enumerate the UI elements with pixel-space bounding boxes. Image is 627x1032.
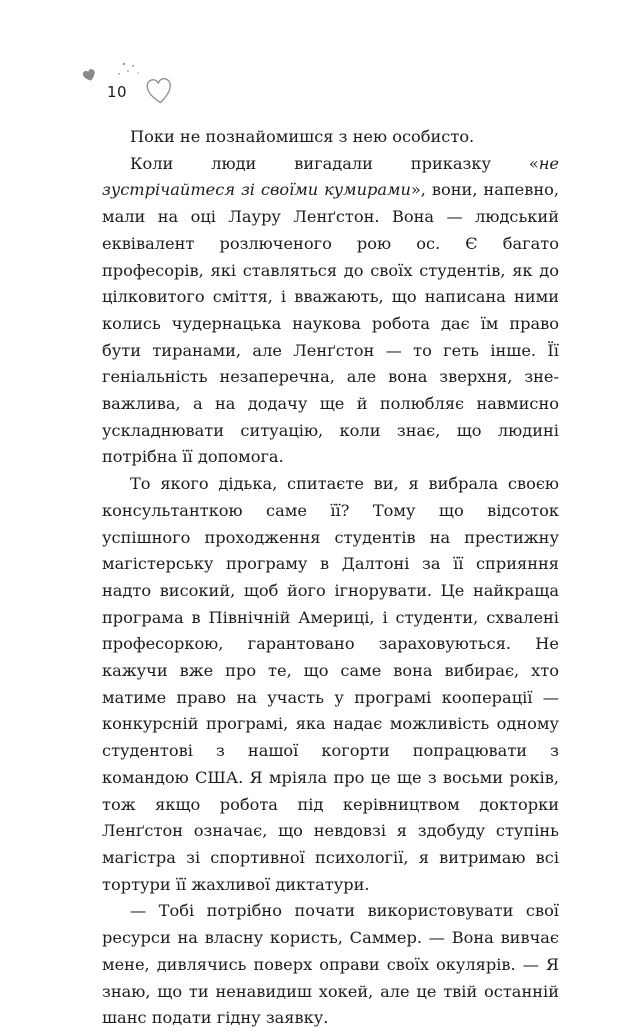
paragraph-1-text: Поки не познайомишся з нею особисто. <box>130 127 475 146</box>
paragraph-3 <box>102 471 559 898</box>
page-number: 10 <box>107 83 128 101</box>
body-text <box>102 124 559 1032</box>
page-header <box>78 62 198 112</box>
paragraph-1 <box>102 124 559 151</box>
dots-icon <box>118 63 139 75</box>
paragraph-4-text: — Тобі потрібно почати використовувати свої ресурси на власну користь, Саммер. — Вона вивчає мене, дивлячись поверх оправи своїх окулярів. — Я знаю, що ти ненавидиш хокей, але це твій останній шанс подати гідну заявку. <box>102 901 559 1028</box>
heart-decoration <box>78 62 198 112</box>
heart-filled-icon <box>82 68 97 82</box>
heart-outline-icon <box>147 78 172 104</box>
paragraph-2-text-start: Коли люди вигадали приказку « <box>130 153 539 173</box>
paragraph-2-quote: не зустрічайтеся зі своїми кумирами <box>102 153 559 200</box>
paragraph-2 <box>102 151 559 471</box>
paragraph-3-text: То якого дідька, спитаєте ви, я вибрала своєю консультанткою саме її? Тому що відсоток успішного проходження студентів на престижну магістерську програму в Далтоні за її сприяння надто високий, щоб його ігнорувати. Це найкраща програма в Північній Америці, і студенти, схвалені професоркою, гарантовано зараховуються. Не кажучи вже про те, що саме вона вибирає, хто матиме право на участь у програмі кооперації — конкурсній програмі, яка надає можливість одному студентові з нашої когорти попрацювати з командою США. Я мріяла про це ще з восьми років, тож якщо робота під керівництвом докторки Ленґстон означає, що невдовзі я здобуду ступінь магістра зі спортивної психології, я витримаю всі тортури її жахливої диктатури. <box>102 474 559 894</box>
paragraph-2-text-end: », вони, напевно, мали на оці Лауру Ленґстон. Вона — людський еквівалент розлюченого рою ос. Є багато професорів, які ставляться до своїх студентів, як до цілковитого сміття, і вважають, що написана ними колись чудернацька наукова робота дає їм право бути тиранами, але Ленґстон — то геть інше. Її геніальність незаперечна, але вона зверхня, зневажлива, а на додачу ще й полюбляє навмисно ускладнювати ситуацію, коли знає, що людині потрібна її допомога. <box>102 180 560 467</box>
paragraph-4 <box>102 898 559 1032</box>
